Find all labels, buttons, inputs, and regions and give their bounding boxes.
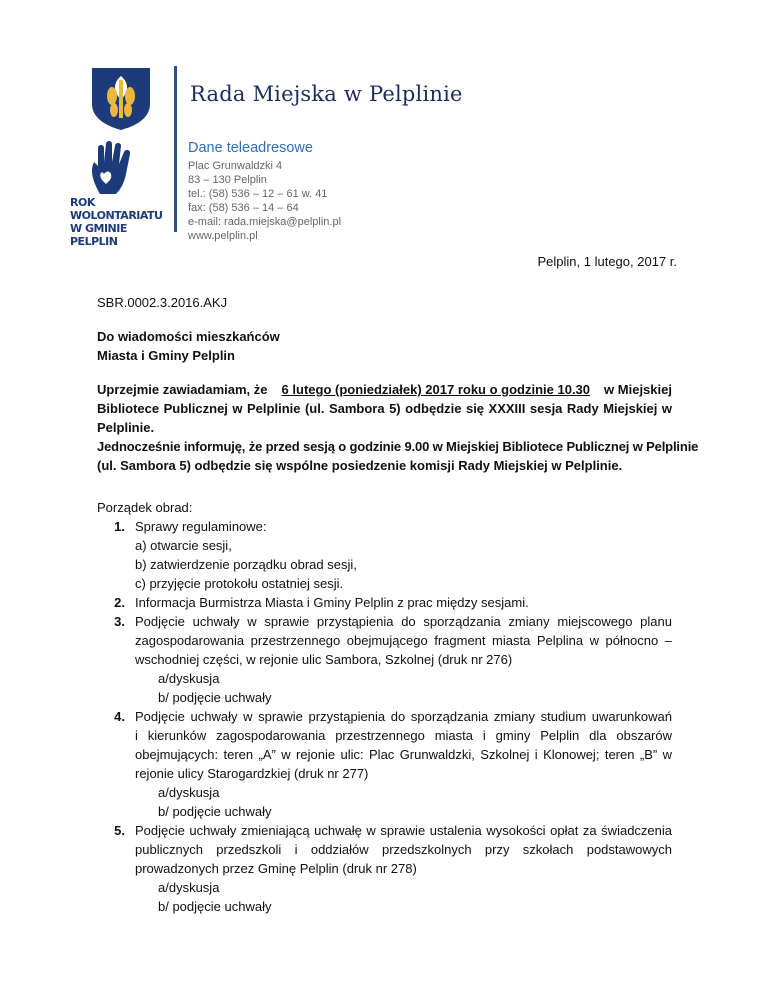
coat-of-arms-icon	[88, 66, 154, 132]
agenda-item-text: zagospodarowania przestrzennego obejmującego fragment miasta Pelplina w północno –	[135, 633, 672, 648]
contact-email[interactable]: e-mail: rada.miejska@pelplin.pl	[188, 216, 342, 228]
agenda-item-text: rejonie ulicy Starogardzkiej (druk nr 277)	[135, 766, 369, 781]
contact-phone: tel.: (58) 536 – 12 – 61 w. 41	[188, 188, 328, 200]
notice-line-1	[97, 380, 672, 399]
letterhead-divider	[174, 66, 177, 232]
agenda-item-text: wschodniej części, w rejonie ulic Sambora, Szkolnej (druk nr 276)	[135, 652, 513, 667]
agenda-item-number: 4.	[114, 709, 125, 724]
agenda-subitem: a/dyskusja	[158, 785, 220, 800]
agenda-item-text: Podjęcie uchwały w sprawie przystąpienia do sporządzania zmiany miejscowego planu	[135, 614, 672, 629]
organization-name: Rada Miejska w Pelplinie	[190, 82, 463, 106]
agenda-subitem: b/ podjęcie uchwały	[158, 899, 272, 914]
volunteer-year-logo	[70, 140, 170, 248]
notice-line-2: Bibliotece Publicznej w Pelplinie (ul. Sambora 5) odbędzie się XXXIII sesja Rady Miejskiej w	[97, 401, 672, 416]
place-date: Pelplin, 1 lutego, 2017 r.	[537, 254, 677, 269]
agenda-subitem: a/dyskusja	[158, 671, 220, 686]
volunteer-logo-line: W GMINIE PELPLIN	[70, 222, 127, 248]
agenda-item-text: publicznych przedszkoli i oddziałów przedszkolnych przy szkołach podstawowych	[135, 842, 672, 857]
notice-suffix: w Miejskiej	[600, 382, 672, 397]
volunteer-logo-line: ROK	[70, 196, 95, 209]
agenda-item-number: 2.	[114, 595, 125, 610]
agenda-subitem: b/ podjęcie uchwały	[158, 690, 272, 705]
agenda-item-number: 3.	[114, 614, 125, 629]
agenda-item-text: i kierunków zagospodarowania przestrzennego miasta i gminy Pelplin dla obszarów	[135, 728, 672, 743]
contact-postal: 83 – 130 Pelplin	[188, 174, 267, 186]
agenda-item-number: 1.	[114, 519, 125, 534]
agenda-item-title: Sprawy regulaminowe:	[135, 519, 267, 534]
addressee-line: Miasta i Gminy Pelplin	[97, 348, 235, 363]
contact-heading: Dane teleadresowe	[188, 140, 313, 156]
notice-prefix: Uprzejmie zawiadamiam, że	[97, 382, 272, 397]
session-datetime: 6 lutego (poniedziałek) 2017 roku o godzinie 10.30	[281, 382, 591, 397]
notice-line-4: Jednocześnie informuję, że przed sesją o godzinie 9.00 w Miejskiej Bibliotece Publicznej w Pelplinie	[97, 439, 699, 454]
contact-website[interactable]: www.pelplin.pl	[188, 230, 258, 242]
reference-number: SBR.0002.3.2016.AKJ	[97, 295, 228, 310]
agenda-subitem: a) otwarcie sesji,	[135, 538, 232, 553]
agenda-item-text: Podjęcie uchwały zmieniającą uchwałę w sprawie ustalenia wysokości opłat za świadczenia	[135, 823, 672, 838]
agenda-item-text: prowadzonych przez Gminę Pelplin (druk nr 278)	[135, 861, 417, 876]
agenda-item-title: Informacja Burmistrza Miasta i Gminy Pelplin z prac między sesjami.	[135, 595, 529, 610]
agenda-item-text: Podjęcie uchwały w sprawie przystąpienia do sporządzania zmiany studium uwarunkowań	[135, 709, 672, 724]
notice-line-3: Pelplinie.	[97, 420, 155, 435]
agenda-heading: Porządek obrad:	[97, 500, 193, 515]
contact-fax: fax: (58) 536 – 14 – 64	[188, 202, 299, 214]
agenda-subitem: c) przyjęcie protokołu ostatniej sesji.	[135, 576, 344, 591]
contact-address: Plac Grunwaldzki 4	[188, 160, 283, 172]
hand-icon	[86, 140, 150, 196]
notice-line-5: (ul. Sambora 5) odbędzie się wspólne posiedzenie komisji Rady Miejskiej w Pelplinie.	[97, 458, 623, 473]
addressee-line: Do wiadomości mieszkańców	[97, 329, 280, 344]
agenda-item-number: 5.	[114, 823, 125, 838]
agenda-subitem: b/ podjęcie uchwały	[158, 804, 272, 819]
agenda-subitem: a/dyskusja	[158, 880, 220, 895]
agenda-subitem: b) zatwierdzenie porządku obrad sesji,	[135, 557, 357, 572]
agenda-item-text: obejmujących: teren „A” w rejonie ulic: Plac Grunwaldzki, Szkolnej i Klonowej; teren „B” w	[135, 747, 672, 762]
volunteer-logo-line: WOLONTARIATU	[70, 209, 163, 222]
